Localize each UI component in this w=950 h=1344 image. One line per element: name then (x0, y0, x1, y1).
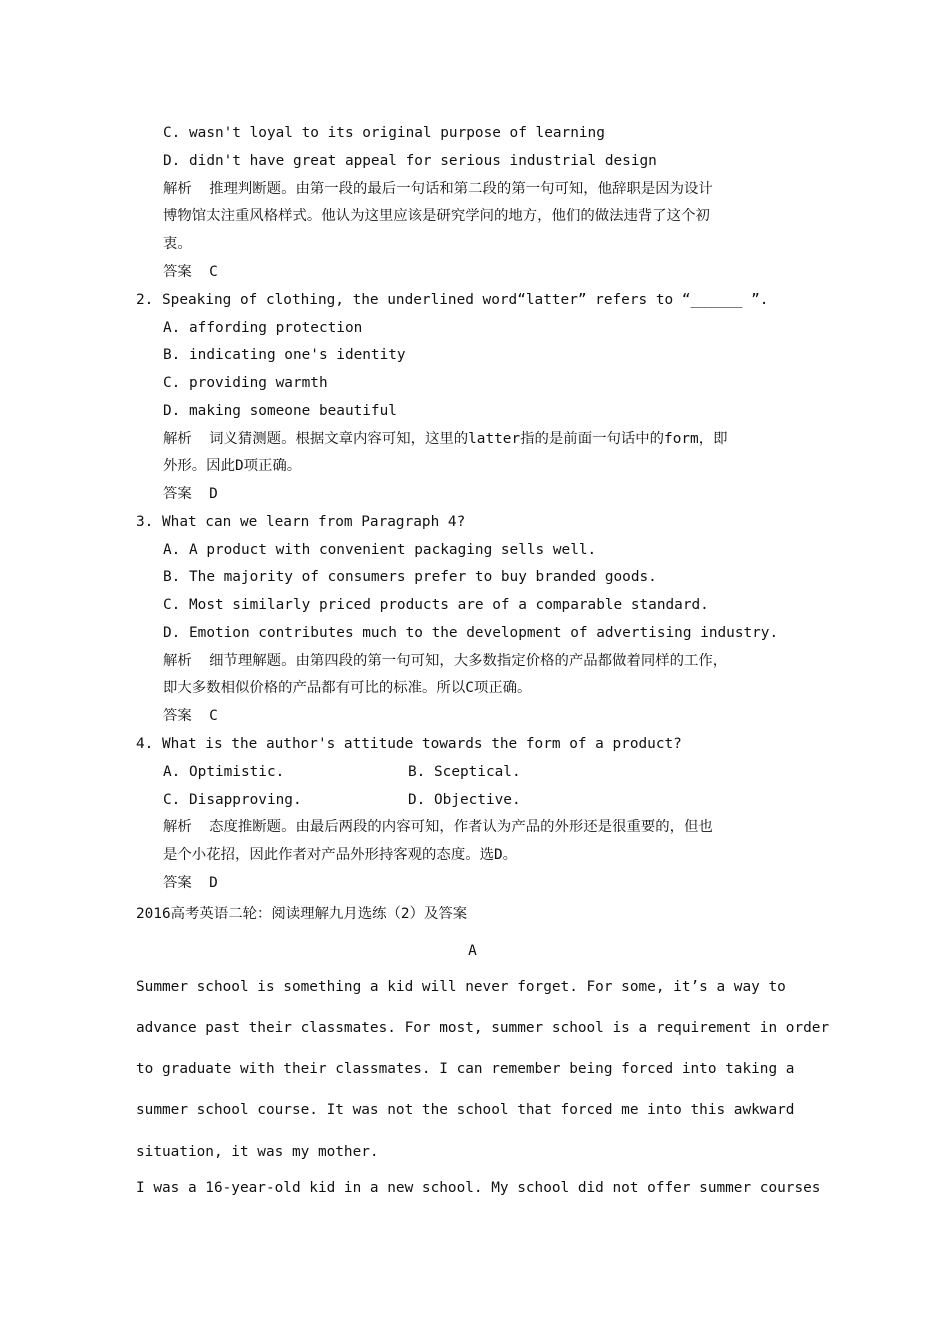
q2-option-d: D. making someone beautiful (163, 403, 397, 419)
q2-answer: 答案 D (163, 486, 218, 502)
passage-line: I was a 16-year-old kid in a new school. My school did not offer summer courses (136, 1180, 821, 1196)
q3-answer: 答案 C (163, 708, 218, 724)
q4-option-a: A. Optimistic. (163, 764, 285, 780)
passage-line: Summer school is something a kid will never forget. For some, it’s a way to (136, 979, 786, 995)
passage-line: advance past their classmates. For most, summer school is a requirement in order (136, 1020, 830, 1036)
passage-line: to graduate with their classmates. I can remember being forced into taking a (136, 1061, 795, 1077)
q2-analysis-line-2: 外形。因此D项正确。 (163, 458, 302, 474)
q3-option-c: C. Most similarly priced products are of a comparable standard. (163, 597, 709, 613)
passage-line: situation, it was my mother. (136, 1144, 379, 1160)
q3-stem: 3. What can we learn from Paragraph 4? (136, 514, 466, 530)
q4-stem: 4. What is the author's attitude towards the form of a product? (136, 736, 682, 752)
q2-stem: 2. Speaking of clothing, the underlined word“latter” refers to “______ ”. (136, 292, 769, 308)
q3-option-d: D. Emotion contributes much to the development of advertising industry. (163, 625, 779, 641)
passage-letter: A (468, 943, 477, 959)
q2-option-b: B. indicating one's identity (163, 347, 406, 363)
q4-option-c: C. Disapproving. (163, 792, 302, 808)
q3-analysis-line-2: 即大多数相似价格的产品都有可比的标准。所以C项正确。 (163, 680, 532, 696)
q1-analysis-line-3: 衷。 (163, 236, 192, 252)
q4-option-b: B. Sceptical. (408, 764, 521, 780)
q1-option-c: C. wasn't loyal to its original purpose of learning (163, 125, 605, 141)
q4-answer: 答案 D (163, 875, 218, 891)
q4-option-d: D. Objective. (408, 792, 521, 808)
section-title: 2016高考英语二轮：阅读理解九月选练（2）及答案 (136, 906, 468, 922)
q4-analysis-line-2: 是个小花招，因此作者对产品外形持客观的态度。选D。 (163, 847, 518, 863)
q1-analysis-line-1: 解析 推理判断题。由第一段的最后一句话和第二段的第一句可知，他辞职是因为设计 (163, 181, 713, 197)
q2-option-c: C. providing warmth (163, 375, 328, 391)
q4-analysis-line-1: 解析 态度推断题。由最后两段的内容可知，作者认为产品的外形还是很重要的，但也 (163, 819, 713, 835)
q2-option-a: A. affording protection (163, 320, 363, 336)
q3-analysis-line-1: 解析 细节理解题。由第四段的第一句可知，大多数指定价格的产品都做着同样的工作， (163, 653, 728, 669)
passage-line: summer school course. It was not the school that forced me into this awkward (136, 1102, 795, 1118)
q1-answer: 答案 C (163, 264, 218, 280)
q2-analysis-line-1: 解析 词义猜测题。根据文章内容可知，这里的latter指的是前面一句话中的form，即 (163, 431, 728, 447)
q1-option-d: D. didn't have great appeal for serious industrial design (163, 153, 657, 169)
q3-option-a: A. A product with convenient packaging sells well. (163, 542, 597, 558)
q3-option-b: B. The majority of consumers prefer to buy branded goods. (163, 569, 657, 585)
q1-analysis-line-2: 博物馆太注重风格样式。他认为这里应该是研究学问的地方，他们的做法违背了这个初 (163, 208, 710, 224)
